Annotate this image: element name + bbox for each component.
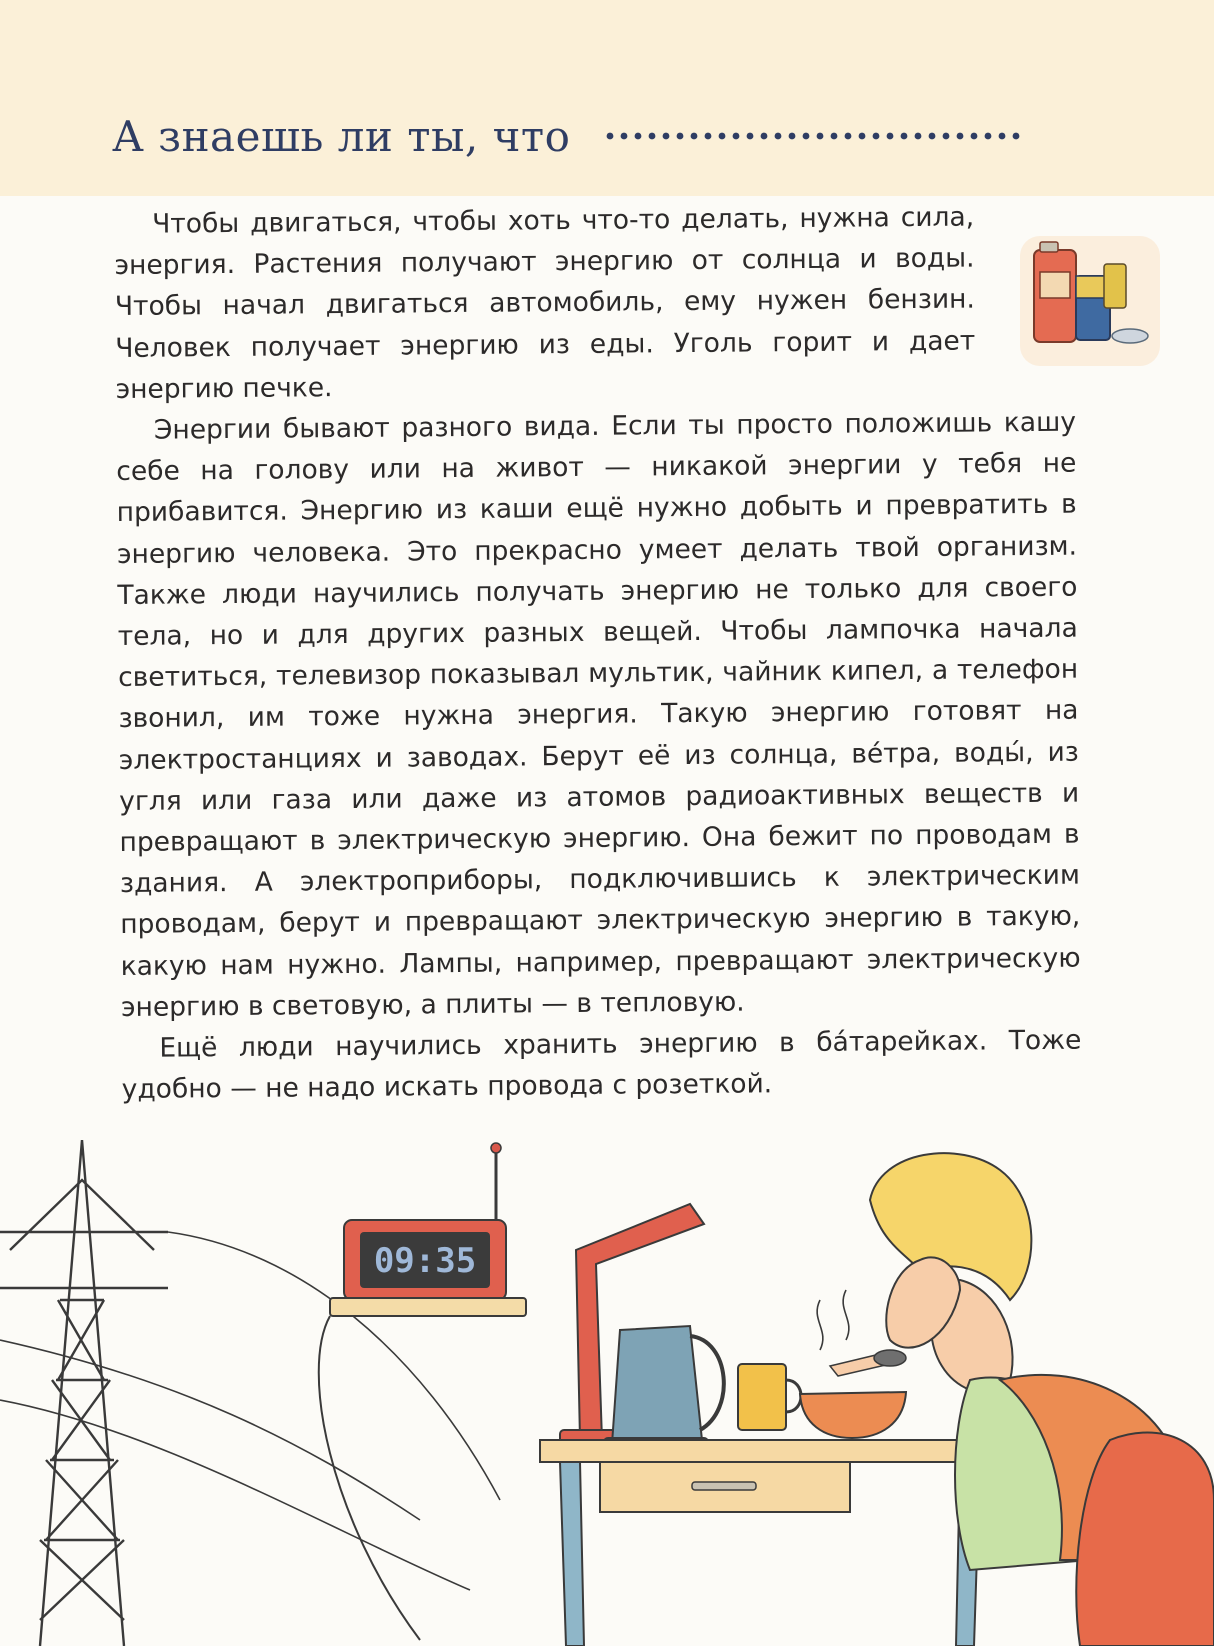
clock-display: 09:35 [373, 1241, 477, 1281]
kettle [604, 1326, 724, 1454]
paragraph-2: Энергии бывают разного вида. Если ты просто положишь кашу себе на голову или на живот — никакой энергии у тебя не прибавится. Энергию из каши ещё нужно добыть и превратить в энергию человека. Это прекрасно умеет делать твой организм. Также люди научились получать энергию не только для своего тела, но и для других разных вещей. Чтобы лампочка начала светиться, телевизор показывал мультик, чайник кипел, а телефон звонил, им тоже нужна энергия. Такую энергию готовят на электростанциях и заводах. Берут её из солнца, вéтра, воды́, из угля или газа или даже из атомов радиоактивных веществ и превращают в электрическую энергию. Она бежит по проводам в здания. А электроприборы, подключившись к электрическим проводам, берут и превращают электрическую энергию в такую, какую нам нужно. Лампы, например, превращают электрическую энергию в световую, а плиты — в тепловую. [116, 406, 1081, 1023]
dotted-rule [606, 130, 1026, 142]
alarm-clock [319, 1143, 526, 1640]
bowl [800, 1392, 906, 1438]
scene-illustration [0, 1140, 1214, 1646]
page-title: А знаешь ли ты, что [112, 112, 571, 161]
header-band [0, 0, 1214, 196]
batteries-illustration [1020, 236, 1160, 366]
table [540, 1440, 996, 1646]
mug [738, 1364, 801, 1430]
power-tower [0, 1140, 500, 1646]
paragraph-1: Чтобы двигаться, чтобы хоть что-то делать, нужна сила, энергия. Растения получают энергию от солнца и воды. Чтобы начал двигаться автомобиль, ему нужен бензин. Человек получает энергию из еды. Уголь горит и дает энергию печке. [114, 201, 976, 405]
paragraph-3: Ещё люди научились хранить энергию в бáтарейках. Тоже удобно — не надо искать провода с розеткой. [121, 1024, 1082, 1106]
article-body [114, 196, 1082, 1111]
